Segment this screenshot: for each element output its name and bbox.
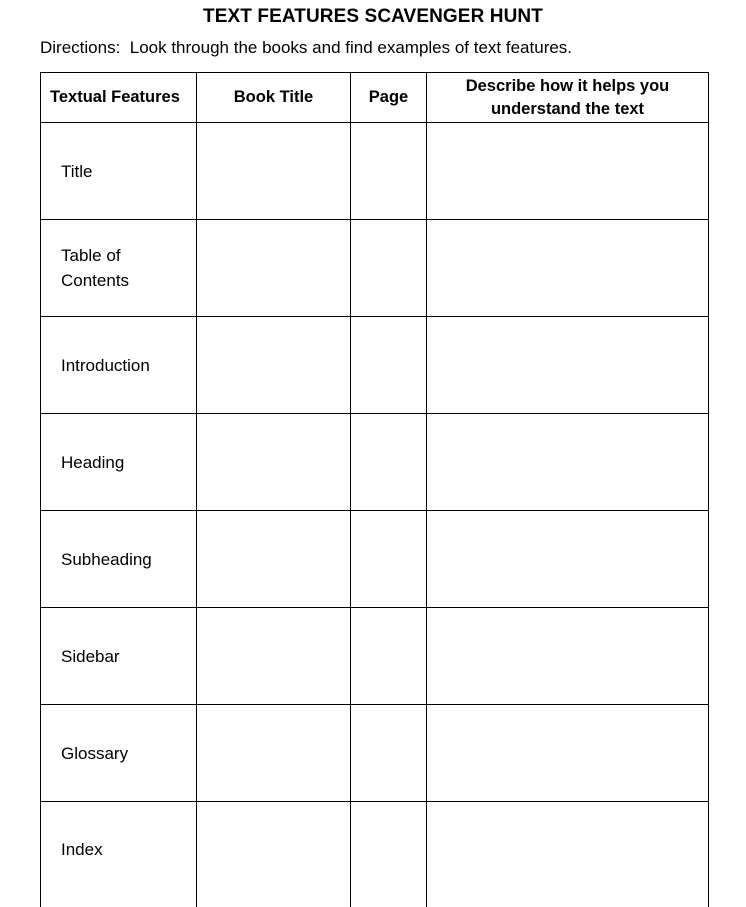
feature-cell: Heading	[41, 414, 197, 511]
describe-cell[interactable]	[427, 123, 709, 220]
book-title-cell[interactable]	[197, 705, 351, 802]
table-row	[41, 317, 709, 414]
page-cell[interactable]	[351, 608, 427, 705]
feature-cell: Index	[41, 802, 197, 907]
table-row	[41, 123, 709, 220]
table-row	[41, 220, 709, 317]
header-textual-features: Textual Features	[41, 73, 197, 123]
page-cell[interactable]	[351, 802, 427, 907]
table-row	[41, 511, 709, 608]
feature-cell: Glossary	[41, 705, 197, 802]
book-title-cell[interactable]	[197, 317, 351, 414]
header-book-title: Book Title	[197, 73, 351, 123]
page-cell[interactable]	[351, 511, 427, 608]
feature-cell: Sidebar	[41, 608, 197, 705]
page-cell[interactable]	[351, 414, 427, 511]
describe-cell[interactable]	[427, 705, 709, 802]
header-row	[41, 73, 709, 123]
page-cell[interactable]	[351, 123, 427, 220]
book-title-cell[interactable]	[197, 802, 351, 907]
describe-cell[interactable]	[427, 317, 709, 414]
header-page: Page	[351, 73, 427, 123]
book-title-cell[interactable]	[197, 123, 351, 220]
book-title-cell[interactable]	[197, 608, 351, 705]
describe-cell[interactable]	[427, 802, 709, 907]
scavenger-hunt-table	[40, 72, 709, 907]
page-cell[interactable]	[351, 220, 427, 317]
header-describe: Describe how it helps you understand the text	[427, 73, 709, 123]
feature-cell: Title	[41, 123, 197, 220]
book-title-cell[interactable]	[197, 414, 351, 511]
describe-cell[interactable]	[427, 511, 709, 608]
page-cell[interactable]	[351, 705, 427, 802]
table-row	[41, 414, 709, 511]
describe-cell[interactable]	[427, 220, 709, 317]
directions-text: Directions: Look through the books and find examples of text features.	[40, 38, 572, 58]
feature-cell: Subheading	[41, 511, 197, 608]
table-row	[41, 608, 709, 705]
describe-cell[interactable]	[427, 414, 709, 511]
book-title-cell[interactable]	[197, 220, 351, 317]
feature-cell: Table of Contents	[41, 220, 197, 317]
feature-cell: Introduction	[41, 317, 197, 414]
page-cell[interactable]	[351, 317, 427, 414]
describe-cell[interactable]	[427, 608, 709, 705]
page-title: TEXT FEATURES SCAVENGER HUNT	[0, 6, 746, 28]
table-row	[41, 705, 709, 802]
book-title-cell[interactable]	[197, 511, 351, 608]
table-row	[41, 802, 709, 907]
